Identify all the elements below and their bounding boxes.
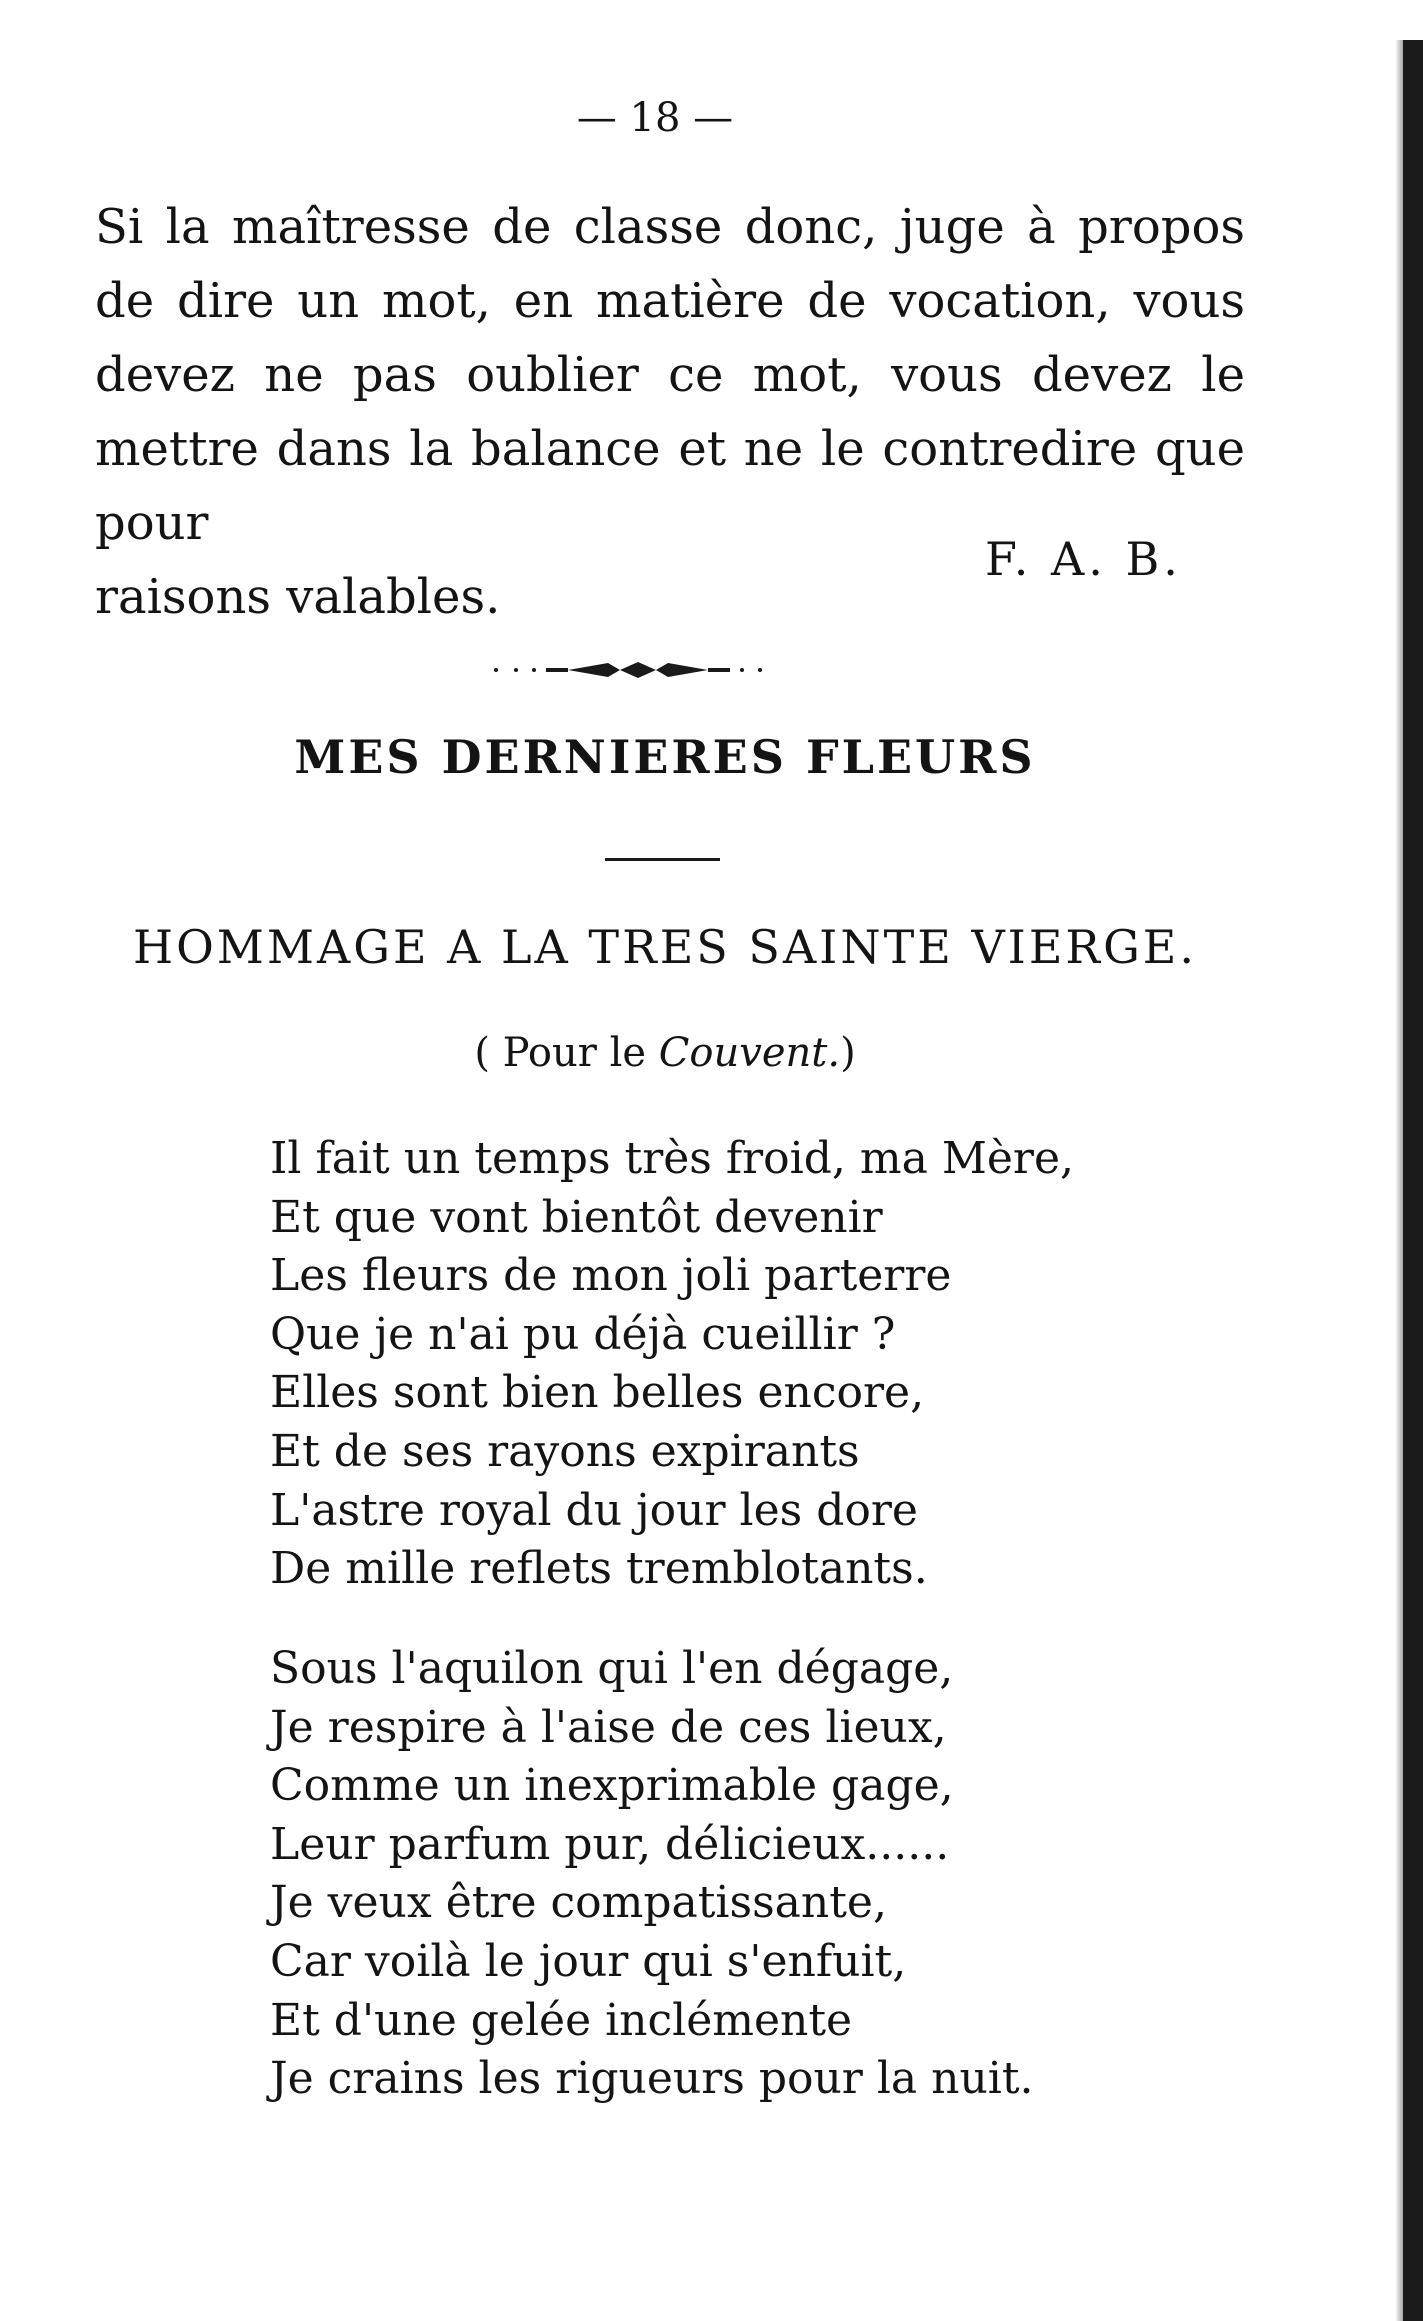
poem-dedication (0, 1030, 1330, 1076)
verse-line: L'astre royal du jour les dore (270, 1484, 918, 1536)
verse-line: Car voilà le jour qui s'enfuit, (270, 1935, 907, 1987)
verse-line: Et que vont bientôt devenir (270, 1191, 883, 1243)
verse-line: De mille reflets tremblotants. (270, 1543, 928, 1595)
verse-line: Et d'une gelée inclémente (270, 1994, 853, 2046)
binding-shadow (1395, 40, 1403, 2321)
prose-last-line: raisons valables. (95, 569, 501, 625)
stanza-1 (270, 1130, 1170, 1599)
page-number: — 18 — (576, 95, 734, 141)
dedication-open: ( Pour le (474, 1030, 659, 1076)
stanza-2 (270, 1640, 1170, 2109)
verse-line: Il fait un temps très froid, ma Mère, (270, 1133, 1074, 1184)
verse-line: Elles sont bien belles encore, (270, 1367, 925, 1419)
poem-title: HOMMAGE A LA TRES SAINTE VIERGE. (132, 920, 1198, 974)
verse-line: Je crains les rigueurs pour la nuit. (270, 2053, 1034, 2105)
verse-line: Les fleurs de mon joli parterre (270, 1250, 952, 1302)
verse-line: Sous l'aquilon qui l'en dégage, (270, 1643, 954, 1694)
title-rule (605, 858, 720, 861)
dedication-italic: Couvent. (658, 1030, 841, 1076)
prose-text: Si la maîtresse de classe donc, juge à propos de dire un mot, en matière de vocation, vous devez ne pas oublier ce mot, vous devez le mettre dans la balance et ne le contredire que pour (95, 199, 1245, 551)
verse-line: Je veux être compatissante, (270, 1877, 887, 1929)
verse-line: Leur parfum pur, délicieux...... (270, 1818, 950, 1870)
verse-line: Et de ses rayons expirants (270, 1425, 860, 1477)
section-title: MES DERNIERES FLEURS (294, 730, 1036, 784)
verse-line: Que je n'ai pu déjà cueillir ? (270, 1308, 896, 1360)
signature: F. A. B. (985, 532, 1182, 586)
ornament-divider (490, 650, 810, 690)
verse-line: Comme un inexprimable gage, (270, 1760, 954, 1812)
dedication-close: ) (840, 1030, 856, 1076)
binding-edge (1403, 40, 1423, 2321)
verse-line: Je respire à l'aise de ces lieux, (270, 1701, 947, 1753)
